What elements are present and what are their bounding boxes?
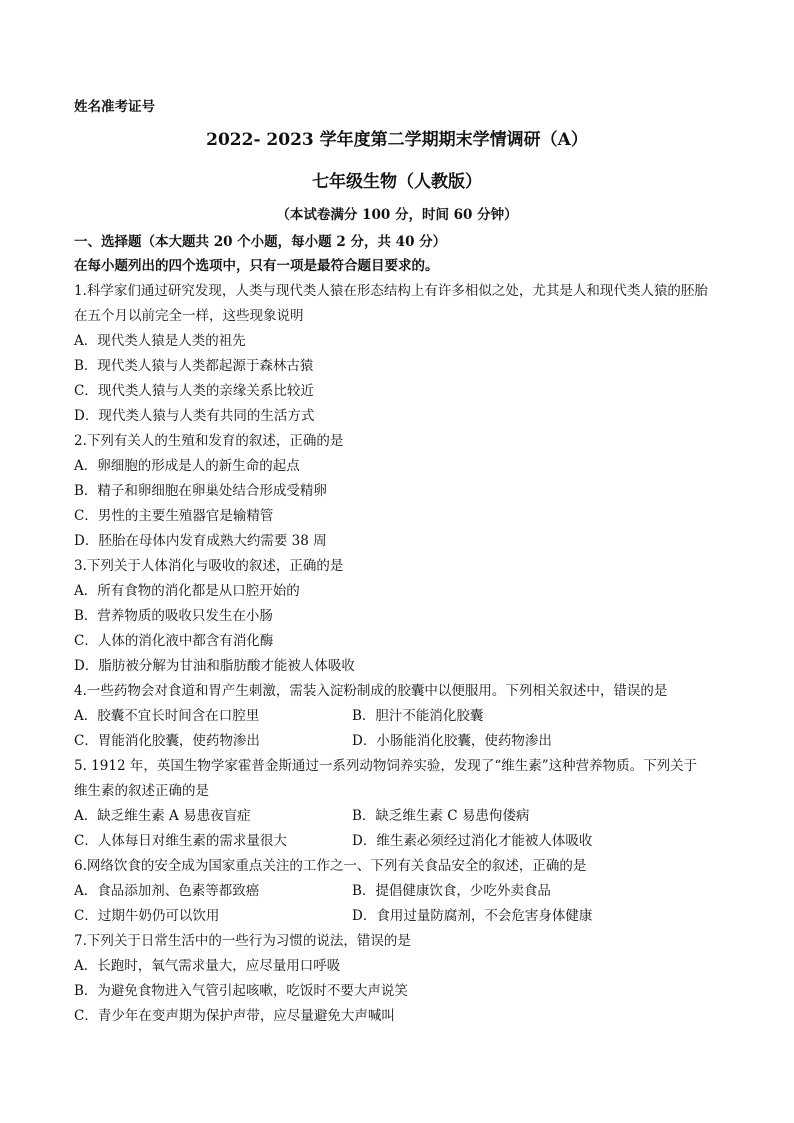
question-5-option-b: B．缺乏维生素 C 易患佝偻病 [352,808,530,824]
question-5-option-a: A．缺乏维生素 A 易患夜盲症 [74,808,251,824]
question-5-option-c: C．人体每日对维生素的需求量很大 [74,833,287,849]
question-7-option-a: A．长跑时，氧气需求量大，应尽量用口呼吸 [74,958,341,974]
exam-title: 2022- 2023 学年度第二学期期末学情调研（A） [206,130,588,150]
question-4-stem: 4.一些药物会对食道和胃产生刺激，需装入淀粉制成的胶囊中以便服用。下列相关叙述中，错误的是 [74,683,668,699]
subject-title: 七年级生物（人教版） [312,172,482,192]
question-4-option-a: A．胶囊不宜长时间含在口腔里 [74,708,260,724]
question-4-option-b: B．胆汁不能消化胶囊 [352,708,484,724]
question-1-stem-line-2: 在五个月以前完全一样，这些现象说明 [74,308,304,324]
question-3-option-d: D．脂肪被分解为甘油和脂肪酸才能被人体吸收 [74,658,355,674]
question-5-stem-line-2: 维生素的叙述正确的是 [74,783,209,799]
question-1-option-d: D．现代类人猿与人类有共同的生活方式 [74,408,315,424]
question-2-option-a: A．卵细胞的形成是人的新生命的起点 [74,458,300,474]
section-instruction: 在每小题列出的四个选项中，只有一项是最符合题目要求的。 [74,258,439,274]
question-1-option-c: C．现代类人猿与人类的亲缘关系比较近 [74,383,314,399]
question-3-option-c: C．人体的消化液中都含有消化酶 [74,633,274,649]
question-3-stem: 3.下列关于人体消化与吸收的叙述，正确的是 [74,558,344,574]
question-1-option-b: B．现代类人猿与人类都起源于森林古猿 [74,358,314,374]
name-id-label: 姓名准考证号 [74,99,155,115]
question-5-stem-line-1: 5. 1912 年，英国生物学家霍普金斯通过一系列动物饲养实验，发现了“维生素”这种营养物质。下列关于 [74,758,698,774]
exam-note: （本试卷满分 100 分，时间 60 分钟） [276,207,518,223]
question-3-option-b: B．营养物质的吸收只发生在小肠 [74,608,273,624]
question-7-option-b: B．为避免食物进入气管引起咳嗽，吃饭时不要大声说笑 [74,983,408,999]
question-4-option-d: D．小肠能消化胶囊，使药物渗出 [352,733,552,749]
question-2-stem: 2.下列有关人的生殖和发育的叙述，正确的是 [74,433,344,449]
question-7-option-c: C．青少年在变声期为保护声带，应尽量避免大声喊叫 [74,1008,395,1024]
question-1-option-a: A．现代类人猿是人类的祖先 [74,333,246,349]
question-6-option-c: C．过期牛奶仍可以饮用 [74,908,220,924]
question-1-stem-line-1: 1.科学家们通过研究发现，人类与现代类人猿在形态结构上有许多相似之处，尤其是人和现代类人猿的胚胎 [74,283,708,299]
question-4-option-c: C．胃能消化胶囊，使药物渗出 [74,733,260,749]
question-6-option-b: B．提倡健康饮食，少吃外卖食品 [352,883,551,899]
question-5-option-d: D．维生素必须经过消化才能被人体吸收 [352,833,593,849]
question-7-stem: 7.下列关于日常生活中的一些行为习惯的说法，错误的是 [74,933,411,949]
question-2-option-c: C．男性的主要生殖器官是输精管 [74,508,274,524]
question-3-option-a: A．所有食物的消化都是从口腔开始的 [74,583,300,599]
question-2-option-b: B．精子和卵细胞在卵巢处结合形成受精卵 [74,483,327,499]
question-6-stem: 6.网络饮食的安全成为国家重点关注的工作之一、下列有关食品安全的叙述，正确的是 [74,858,587,874]
question-2-option-d: D．胚胎在母体内发育成熟大约需要 38 周 [74,533,327,549]
question-6-option-d: D．食用过量防腐剂，不会危害身体健康 [352,908,593,924]
section-heading: 一、选择题（本大题共 20 个小题，每小题 2 分，共 40 分） [74,234,447,250]
question-6-option-a: A．食品添加剂、色素等都致癌 [74,883,260,899]
